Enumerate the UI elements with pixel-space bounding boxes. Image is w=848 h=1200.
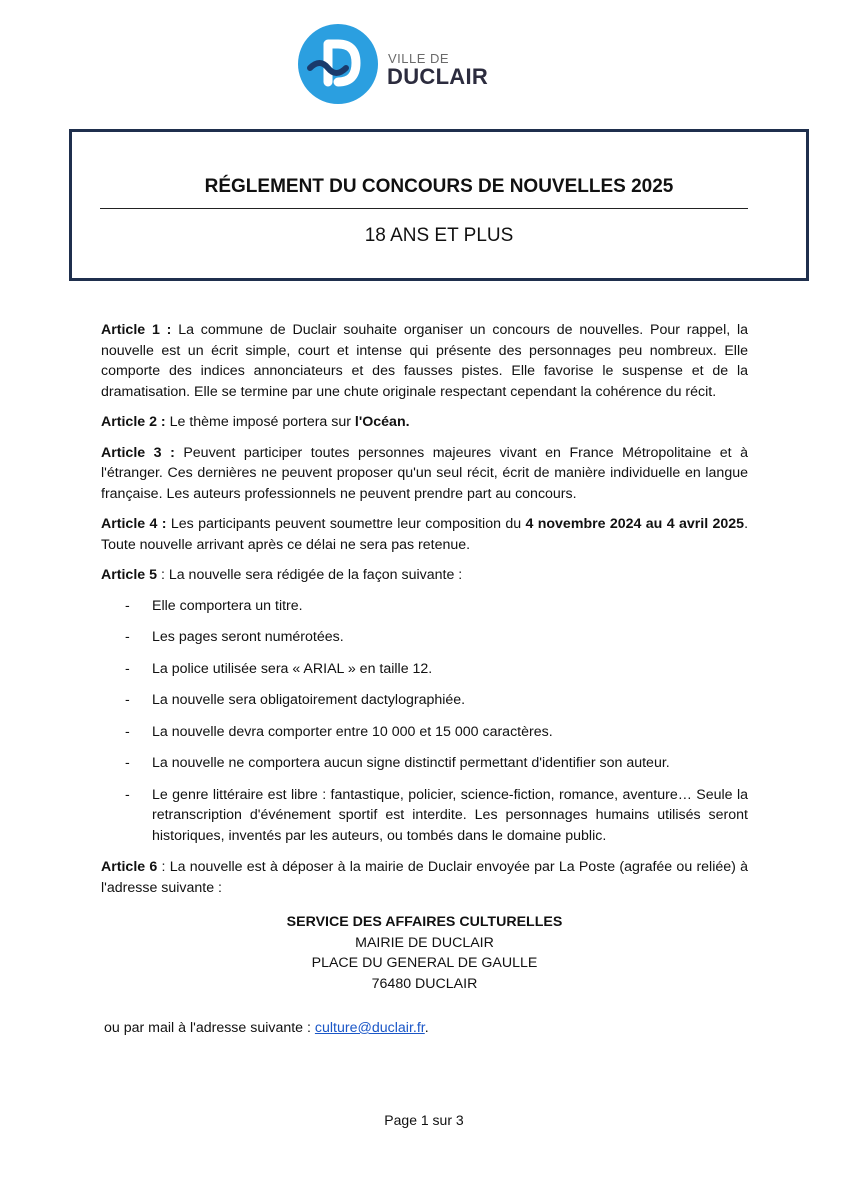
- article-5-text: : La nouvelle sera rédigée de la façon suivante :: [157, 567, 463, 583]
- dash-bullet: -: [125, 629, 130, 645]
- article-3-label: Article 3 :: [101, 444, 175, 461]
- article-2: [101, 412, 748, 433]
- logo: [298, 24, 508, 108]
- list-item: [101, 596, 748, 617]
- postal-address: [101, 912, 748, 994]
- document-body: [101, 320, 748, 1049]
- address-city: 76480 DUCLAIR: [371, 975, 478, 992]
- list-item-text: Elle comportera un titre.: [152, 597, 303, 614]
- dash-bullet: -: [125, 723, 130, 740]
- article-4-label: Article 4 :: [101, 516, 167, 532]
- list-item-text: La nouvelle ne comportera aucun signe distinctif permettant d'identifier son auteur.: [152, 755, 670, 771]
- mail-text: ou par mail à l'adresse suivante :: [104, 1020, 315, 1036]
- address-mairie: MAIRIE DE DUCLAIR: [355, 934, 494, 951]
- list-item-text: Les pages seront numérotées.: [152, 629, 344, 645]
- article-1-text: La commune de Duclair souhaite organiser un concours de nouvelles. Pour rappel, la nouvelle est un écrit simple, court et intense qui présente des personnages peu nombreux. Elle comporte des indices annonciateurs et des fausses pistes. Elle favorise le suspense et de la dramatisation. Elle se termine par une chute originale respectant cependant la cohérence du récit.: [101, 322, 749, 400]
- dash-bullet: -: [125, 692, 130, 708]
- title-divider: [100, 208, 748, 209]
- logo-text-main: DUCLAIR: [387, 64, 489, 89]
- dash-bullet: -: [125, 755, 130, 771]
- title-box: [69, 129, 809, 281]
- list-item: [101, 722, 748, 743]
- article-5-list: [101, 596, 748, 847]
- article-4: [101, 514, 748, 555]
- article-6-label: Article 6: [101, 859, 158, 875]
- article-1: [101, 320, 748, 402]
- logo-text-top: VILLE DE: [388, 51, 450, 66]
- article-2-theme: l'Océan.: [354, 414, 410, 430]
- article-6-text: : La nouvelle est à déposer à la mairie de Duclair envoyée par La Poste (agrafée ou reliée) à l'adresse suivante :: [101, 859, 748, 896]
- address-street: PLACE DU GENERAL DE GAULLE: [311, 955, 538, 971]
- article-6: [101, 857, 748, 898]
- list-item-text: La nouvelle devra comporter entre 10 000 et 15 000 caractères.: [152, 723, 553, 740]
- article-4-text: Les participants peuvent soumettre leur composition du: [166, 516, 526, 532]
- email-link[interactable]: culture@duclair.fr: [314, 1020, 425, 1036]
- list-item: [101, 659, 748, 680]
- article-4-text-end: . Toute nouvelle arrivant après ce délai ne sera pas retenue.: [101, 516, 749, 553]
- page-number: Page 1 sur 3: [384, 1112, 464, 1128]
- article-4-dates: 4 novembre 2024 au 4 avril 2025: [525, 516, 745, 532]
- list-item: [101, 690, 748, 711]
- duclair-logo-icon: [298, 24, 378, 104]
- article-5: [101, 565, 748, 586]
- article-1-label: Article 1 :: [101, 322, 172, 338]
- document-title: RÉGLEMENT DU CONCOURS DE NOUVELLES 2025: [204, 176, 674, 197]
- article-3: [101, 443, 748, 505]
- dash-bullet: -: [125, 786, 130, 803]
- list-item-text: La police utilisée sera « ARIAL » en taille 12.: [152, 660, 433, 677]
- article-2-label: Article 2 :: [101, 414, 166, 430]
- list-item: [101, 627, 748, 648]
- article-5-label: Article 5: [101, 567, 157, 583]
- dash-bullet: -: [125, 597, 130, 614]
- list-item-text: La nouvelle sera obligatoirement dactylographiée.: [152, 692, 466, 708]
- dash-bullet: -: [125, 660, 130, 677]
- mail-period: .: [424, 1020, 429, 1036]
- article-2-text: Le thème imposé portera sur: [165, 414, 355, 430]
- mail-line: [104, 1018, 748, 1039]
- article-3-text: Peuvent participer toutes personnes majeures vivant en France Métropolitaine et à l'étranger. Ces dernières ne peuvent proposer qu'un seul récit, écrit de manière individuelle en langue française. Les auteurs professionnels ne peuvent prendre part au concours.: [101, 444, 749, 502]
- list-item: [101, 753, 748, 774]
- list-item: [101, 785, 748, 847]
- list-item-text: Le genre littéraire est libre : fantastique, policier, science-fiction, romance, aventure… Seule la retranscription d'événement sportif est interdite. Les personnages humains utilisés seront historiques, inventés par les auteurs, ou tombés dans le domaine public.: [152, 786, 748, 844]
- document-subtitle: 18 ANS ET PLUS: [364, 225, 514, 246]
- address-service: SERVICE DES AFFAIRES CULTURELLES: [286, 914, 563, 930]
